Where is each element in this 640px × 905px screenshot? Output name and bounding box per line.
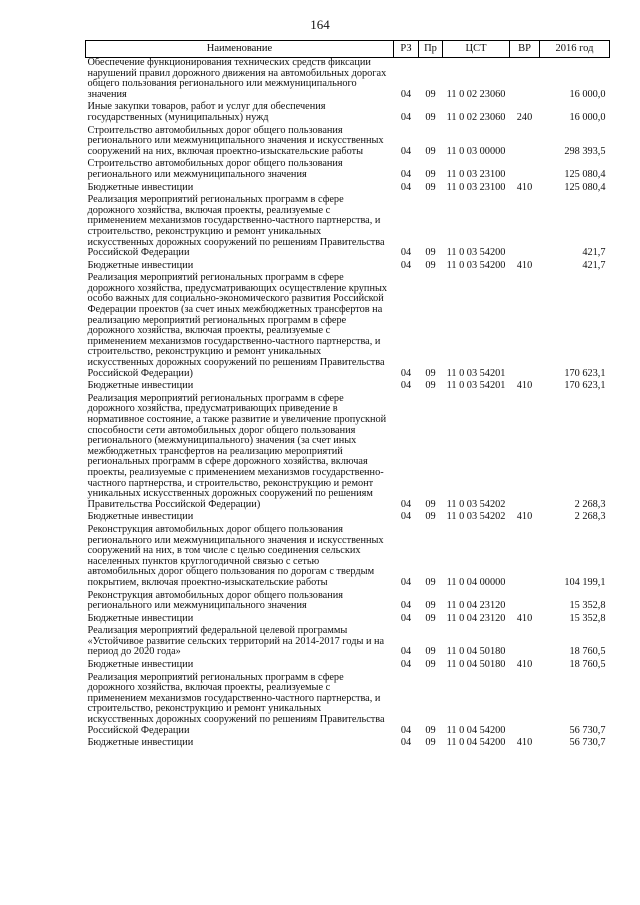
table-row — [86, 126, 610, 160]
row-rz: 04 — [400, 88, 412, 100]
row-rz: 04 — [400, 367, 412, 379]
table-row — [86, 394, 610, 513]
table-row — [86, 58, 610, 103]
row-name: Бюджетные инвестиции — [87, 181, 194, 193]
row-sum: 170 623,1 — [564, 380, 606, 392]
row-sum: 421,7 — [582, 247, 606, 259]
row-rz: 04 — [400, 380, 412, 392]
row-cst: 11 0 03 54201 — [446, 367, 506, 379]
row-pr: 09 — [425, 111, 436, 123]
row-vr — [510, 159, 540, 182]
row-vr — [510, 58, 540, 103]
row-pr: 09 — [425, 168, 436, 180]
row-vr — [510, 273, 540, 381]
row-pr: 09 — [425, 181, 436, 193]
row-pr: 09 — [425, 259, 436, 271]
table-row — [86, 381, 610, 394]
header-year: 2016 год — [540, 41, 610, 58]
row-pr: 09 — [425, 600, 436, 612]
page-number: 164 — [310, 17, 330, 32]
row-name: Реализация мероприятий региональных программ в сфере дорожного хозяйства, предусматривающих осуществление крупных особо важных для социально-экономического развития Российской Федерации проектов (за счет иных межбюджетных трансфертов на реализацию мероприятий региональных программ в сфере дорожного хозяйства, включая проекты, реализуемые с применением механизмов государственно-частного партнерства, и строительство, реконструкцию и ремонт уникальных искусственных дорожных сооружений по решениям Правительства Российской Федерации) — [87, 272, 388, 379]
row-sum: 16 000,0 — [569, 88, 606, 100]
row-name: Реконструкция автомобильных дорог общего пользования регионального или межмуниципального значения и искусственных сооружений на них, в том числе с целью соединения сельских населенных пунктов круглогодичной связью с сетью автомобильных дорог общего пользования по дорогам с твердым покрытием, включая проектно-изыскательские работы — [87, 523, 384, 588]
row-name: Бюджетные инвестиции — [87, 737, 194, 749]
row-rz: 04 — [400, 576, 412, 588]
row-pr: 09 — [425, 511, 436, 523]
row-sum: 16 000,0 — [569, 111, 606, 123]
row-sum: 56 730,7 — [569, 737, 606, 749]
row-vr: 410 — [516, 380, 533, 392]
row-vr — [510, 626, 540, 660]
row-sum: 298 393,5 — [564, 145, 606, 157]
row-vr: 410 — [516, 511, 533, 523]
row-name: Иные закупки товаров, работ и услуг для обеспечения государственных (муниципальных) нужд — [87, 101, 326, 123]
row-name: Обеспечение функционирования технических средств фиксации нарушений правил дорожного движения на автомобильных дорогах общего пользования регионального или межмуниципального значения — [87, 57, 387, 100]
row-sum: 2 268,3 — [574, 511, 606, 523]
row-cst: 11 0 03 54202 — [446, 511, 506, 523]
row-pr: 09 — [425, 145, 436, 157]
row-vr — [510, 195, 540, 261]
row-rz: 04 — [400, 659, 412, 671]
row-vr — [510, 394, 540, 513]
header-name: Наименование — [86, 41, 394, 58]
row-rz: 04 — [400, 111, 412, 123]
row-cst: 11 0 04 54200 — [446, 724, 506, 736]
row-rz: 04 — [400, 181, 412, 193]
row-sum: 125 080,4 — [564, 181, 606, 193]
table-row — [86, 102, 610, 125]
row-rz: 04 — [400, 511, 412, 523]
row-cst: 11 0 02 23060 — [446, 88, 506, 100]
row-vr — [510, 126, 540, 160]
row-cst: 11 0 03 54201 — [446, 380, 506, 392]
row-sum: 56 730,7 — [569, 724, 606, 736]
row-cst: 11 0 04 50180 — [446, 659, 506, 671]
row-rz: 04 — [400, 247, 412, 259]
table-row — [86, 273, 610, 381]
header-cst: ЦСТ — [443, 41, 510, 58]
row-pr: 09 — [425, 612, 436, 624]
row-cst: 11 0 03 54202 — [446, 498, 506, 510]
row-name: Строительство автомобильных дорог общего пользования регионального или межмуниципального значения и искусственных сооружений на них, включая проектно-изыскательские работы — [87, 124, 384, 157]
row-pr: 09 — [425, 88, 436, 100]
row-sum: 15 352,8 — [569, 600, 606, 612]
row-name: Бюджетные инвестиции — [87, 659, 194, 671]
row-pr: 09 — [425, 498, 436, 510]
row-cst: 11 0 04 23120 — [446, 612, 506, 624]
row-name: Реализация мероприятий региональных программ в сфере дорожного хозяйства, включая проекты, реализуемые с применением механизмов государственно-частного партнерства, и строительство, реконструкцию и ремонт уникальных искусственных дорожных сооружений по решениям Правительства Российской Федерации — [87, 671, 385, 736]
row-sum: 104 199,1 — [564, 576, 606, 588]
row-rz: 04 — [400, 724, 412, 736]
row-pr: 09 — [425, 576, 436, 588]
row-rz: 04 — [400, 737, 412, 749]
row-cst: 11 0 04 50180 — [446, 646, 506, 658]
row-vr: 410 — [516, 181, 533, 193]
row-sum: 421,7 — [582, 259, 606, 271]
row-name: Реализация мероприятий региональных программ в сфере дорожного хозяйства, включая проекты, реализуемые с применением механизмов государственно-частного партнерства, и строительство, реконструкцию и ремонт уникальных искусственных дорожных сооружений по решениям Правительства Российской Федерации — [87, 194, 385, 259]
row-cst: 11 0 03 00000 — [446, 145, 506, 157]
row-name: Строительство автомобильных дорог общего пользования регионального или межмуниципального значения — [87, 158, 343, 180]
row-cst: 11 0 04 54200 — [446, 737, 506, 749]
row-name: Реконструкция автомобильных дорог общего пользования регионального или межмуниципального значения — [87, 589, 344, 612]
row-name: Бюджетные инвестиции — [87, 612, 194, 624]
budget-table — [85, 40, 610, 751]
row-sum: 15 352,8 — [569, 612, 606, 624]
row-vr: 240 — [516, 111, 533, 123]
row-sum: 2 268,3 — [574, 498, 606, 510]
table-row — [86, 195, 610, 261]
header-rz: РЗ — [394, 41, 419, 58]
row-rz: 04 — [400, 145, 412, 157]
table-body — [86, 58, 610, 751]
row-vr: 410 — [516, 737, 533, 749]
row-name: Бюджетные инвестиции — [87, 259, 194, 271]
row-pr: 09 — [425, 247, 436, 259]
row-sum: 18 760,5 — [569, 659, 606, 671]
table-header-row — [86, 41, 610, 58]
table-row — [86, 673, 610, 739]
row-sum: 18 760,5 — [569, 646, 606, 658]
row-name: Реализация мероприятий федеральной целевой программы «Устойчивое развитие сельских территорий на 2014-2017 годы и на период до 2020 года» — [87, 625, 385, 658]
row-pr: 09 — [425, 724, 436, 736]
row-cst: 11 0 02 23060 — [446, 111, 506, 123]
row-pr: 09 — [425, 646, 436, 658]
table-row — [86, 525, 610, 591]
row-cst: 11 0 03 23100 — [446, 181, 506, 193]
row-rz: 04 — [400, 646, 412, 658]
row-name: Бюджетные инвестиции — [87, 511, 194, 523]
table-row — [86, 159, 610, 182]
row-vr: 410 — [516, 259, 533, 271]
row-cst: 11 0 03 54200 — [446, 259, 506, 271]
row-pr: 09 — [425, 659, 436, 671]
row-sum: 125 080,4 — [564, 168, 606, 180]
table-row — [86, 626, 610, 660]
row-vr — [510, 673, 540, 739]
row-vr — [510, 591, 540, 614]
row-cst: 11 0 04 00000 — [446, 576, 506, 588]
row-name: Бюджетные инвестиции — [87, 380, 194, 392]
row-pr: 09 — [425, 367, 436, 379]
row-rz: 04 — [400, 498, 412, 510]
row-name: Реализация мероприятий региональных программ в сфере дорожного хозяйства, предусматривающих приведение в нормативное состояние, а также развитие и увеличение пропускной способности сети автомобильных дорог общего пользования регионального (межмуниципального) значения (за счет иных межбюджетных трансфертов на реализацию мероприятий региональных программ в сфере дорожного хозяйства, включая проекты, реализуемые с применением механизмов государственно-частного партнерства, и строительство, реконструкцию и ремонт уникальных искусственных дорожных сооружений по решениям Правительства Российской Федерации) — [87, 392, 387, 510]
row-cst: 11 0 03 23100 — [446, 168, 506, 180]
header-pr: Пр — [419, 41, 443, 58]
table-row — [86, 660, 610, 673]
header-vr: ВР — [510, 41, 540, 58]
row-sum: 170 623,1 — [564, 367, 606, 379]
row-vr: 410 — [516, 659, 533, 671]
row-rz: 04 — [400, 168, 412, 180]
row-cst: 11 0 04 23120 — [446, 600, 506, 612]
row-rz: 04 — [400, 600, 412, 612]
row-vr: 410 — [516, 612, 533, 624]
row-pr: 09 — [425, 737, 436, 749]
row-rz: 04 — [400, 259, 412, 271]
table-row — [86, 591, 610, 614]
row-rz: 04 — [400, 612, 412, 624]
row-vr — [510, 525, 540, 591]
row-cst: 11 0 03 54200 — [446, 247, 506, 259]
table-row — [86, 738, 610, 751]
row-pr: 09 — [425, 380, 436, 392]
